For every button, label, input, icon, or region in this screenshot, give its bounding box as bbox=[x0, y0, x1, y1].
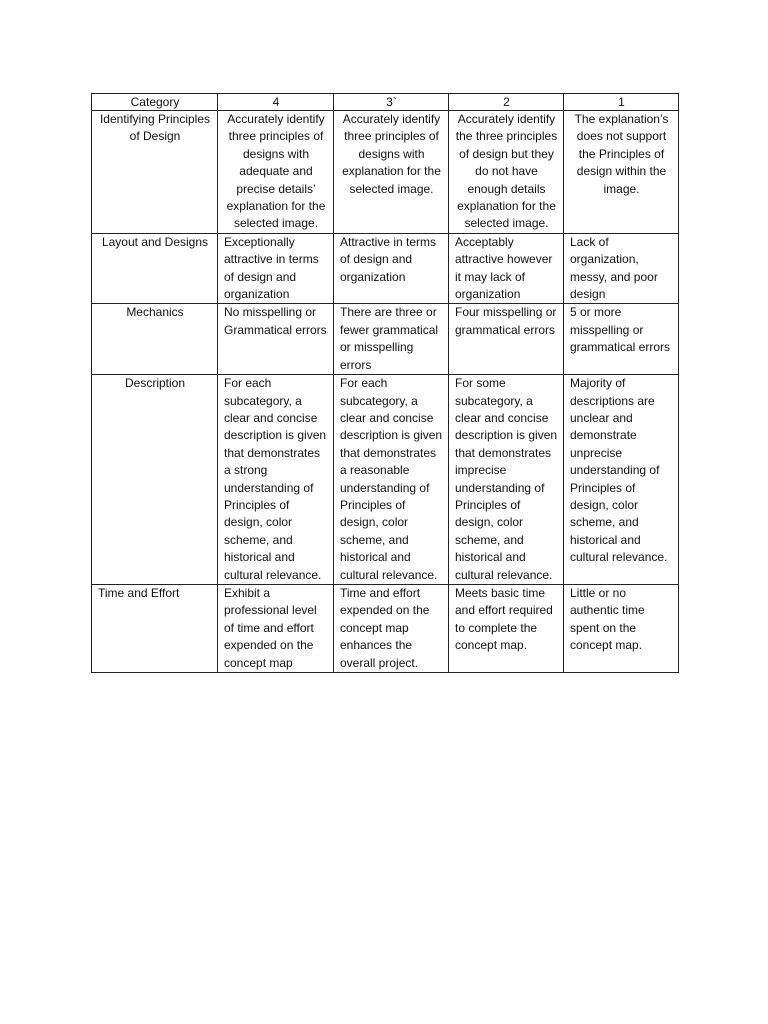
row-category: Description bbox=[92, 375, 218, 585]
table-row bbox=[92, 584, 679, 672]
cell-score-3: Accurately identify three principles of designs with explanation for the selected image. bbox=[334, 111, 449, 234]
header-score-2: 2 bbox=[449, 94, 564, 111]
row-category: Mechanics bbox=[92, 304, 218, 375]
cell-score-1: The explanation’s does not support the Principles of design within the image. bbox=[564, 111, 679, 234]
table-row bbox=[92, 111, 679, 234]
cell-score-4: Exhibit a professional level of time and effort expended on the concept map bbox=[218, 584, 334, 672]
header-score-1: 1 bbox=[564, 94, 679, 111]
cell-score-4: For each subcategory, a clear and concise description is given that demonstrates a strong understanding of Principles of design, color scheme, and historical and cultural relevance. bbox=[218, 375, 334, 585]
cell-score-4: No misspelling or Grammatical errors bbox=[218, 304, 334, 375]
cell-score-1: Little or no authentic time spent on the concept map. bbox=[564, 584, 679, 672]
table-row bbox=[92, 233, 679, 304]
cell-score-2: Acceptably attractive however it may lack of organization bbox=[449, 233, 564, 304]
cell-score-3: There are three or fewer grammatical or misspelling errors bbox=[334, 304, 449, 375]
cell-score-1: Majority of descriptions are unclear and demonstrate unprecise understanding of Principles of design, color scheme, and historical and cultural relevance. bbox=[564, 375, 679, 585]
row-category: Time and Effort bbox=[92, 584, 218, 672]
rubric-table bbox=[91, 93, 679, 673]
cell-score-3: For each subcategory, a clear and concise description is given that demonstrates a reasonable understanding of Principles of design, color scheme, and historical and cultural relevance. bbox=[334, 375, 449, 585]
cell-score-3: Attractive in terms of design and organization bbox=[334, 233, 449, 304]
row-category: Identifying Principles of Design bbox=[92, 111, 218, 234]
table-row bbox=[92, 304, 679, 375]
cell-score-1: 5 or more misspelling or grammatical errors bbox=[564, 304, 679, 375]
cell-score-1: Lack of organization, messy, and poor design bbox=[564, 233, 679, 304]
cell-score-4: Accurately identify three principles of designs with adequate and precise details’ explanation for the selected image. bbox=[218, 111, 334, 234]
table-row bbox=[92, 375, 679, 585]
cell-score-4: Exceptionally attractive in terms of design and organization bbox=[218, 233, 334, 304]
cell-score-2: Meets basic time and effort required to complete the concept map. bbox=[449, 584, 564, 672]
cell-score-3: Time and effort expended on the concept map enhances the overall project. bbox=[334, 584, 449, 672]
header-score-3: 3` bbox=[334, 94, 449, 111]
cell-score-2: Accurately identify the three principles of design but they do not have enough details explanation for the selected image. bbox=[449, 111, 564, 234]
header-category: Category bbox=[92, 94, 218, 111]
header-row bbox=[92, 94, 679, 111]
cell-score-2: Four misspelling or grammatical errors bbox=[449, 304, 564, 375]
cell-score-2: For some subcategory, a clear and concise description is given that demonstrates imprecise understanding of Principles of design, color scheme, and historical and cultural relevance. bbox=[449, 375, 564, 585]
header-score-4: 4 bbox=[218, 94, 334, 111]
row-category: Layout and Designs bbox=[92, 233, 218, 304]
